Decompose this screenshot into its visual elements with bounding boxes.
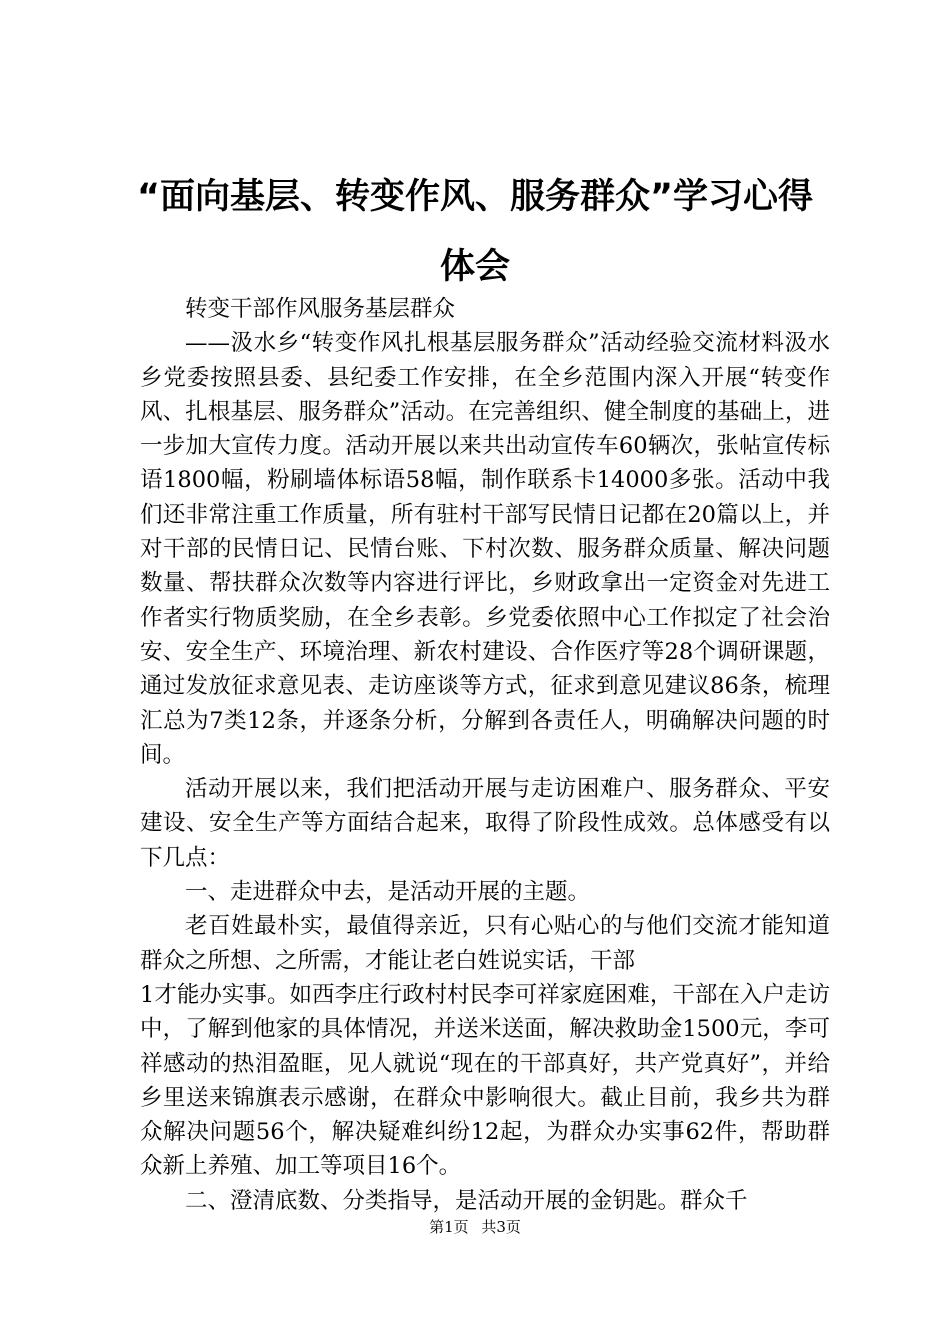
paragraph: 1才能办实事。如西李庄行政村村民李可祥家庭困难，干部在入户走访中，了解到他家的具体情况，并送米送面，解决救助金1500元，李可祥感动的热泪盈眶，见人就说“现在的干部真好，共产党真好”，并给乡里送来锦旗表示感谢，在群众中影响很大。截止目前，我乡共为群众解决问题56个，解决疑难纠纷12起，为群众办实事62件，帮助群众新上养殖、加工等项目16个。: [140, 981, 830, 1180]
section-heading: 一、走进群众中去，是活动开展的主题。: [185, 879, 591, 906]
section-heading: 二、澄清底数、分类指导，是活动开展的金钥匙。群众千: [185, 1187, 748, 1214]
document-title: “面向基层、转变作风、服务群众”学习心得体会: [136, 177, 813, 287]
document-body: [140, 292, 830, 1218]
page-number: 第1页: [429, 1218, 469, 1236]
paragraph-subtitle: 转变干部作风服务基层群众: [185, 296, 456, 322]
page-total: 共3页: [481, 1218, 521, 1236]
paragraph: 老百姓最朴实，最值得亲近，只有心贴心的与他们交流才能知道群众之所想、之所需，才能让老白姓说实话，干部: [140, 913, 830, 974]
paragraph: ——汲水乡“转变作风扎根基层服务群众”活动经验交流材料汲水乡党委按照县委、县纪委工作安排，在全乡范围内深入开展“转变作风、扎根基层、服务群众”活动。在完善组织、健全制度的基础上，进一步加大宣传力度。活动开展以来共出动宣传车60辆次，张帖宣传标语1800幅，粉刷墙体标语58幅，制作联系卡14000多张。活动中我们还非常注重工作质量，所有驻村干部写民情日记都在20篇以上，并对干部的民情日记、民情台账、下村次数、服务群众质量、解决问题数量、帮扶群众次数等内容进行评比，乡财政拿出一定资金对先进工作者实行物质奖励，在全乡表彰。乡党委依照中心工作拟定了社会治安、安全生产、环境治理、新农村建设、合作医疗等28个调研课题，通过发放征求意见表、走访座谈等方式，征求到意见建议86条，梳理汇总为7类12条，并逐条分析，分解到各责任人，明确解决问题的时间。: [140, 330, 830, 768]
page-footer: [0, 1216, 950, 1237]
paragraph: 活动开展以来，我们把活动开展与走访困难户、服务群众、平安建设、安全生产等方面结合起来，取得了阶段性成效。总体感受有以下几点：: [140, 776, 830, 871]
